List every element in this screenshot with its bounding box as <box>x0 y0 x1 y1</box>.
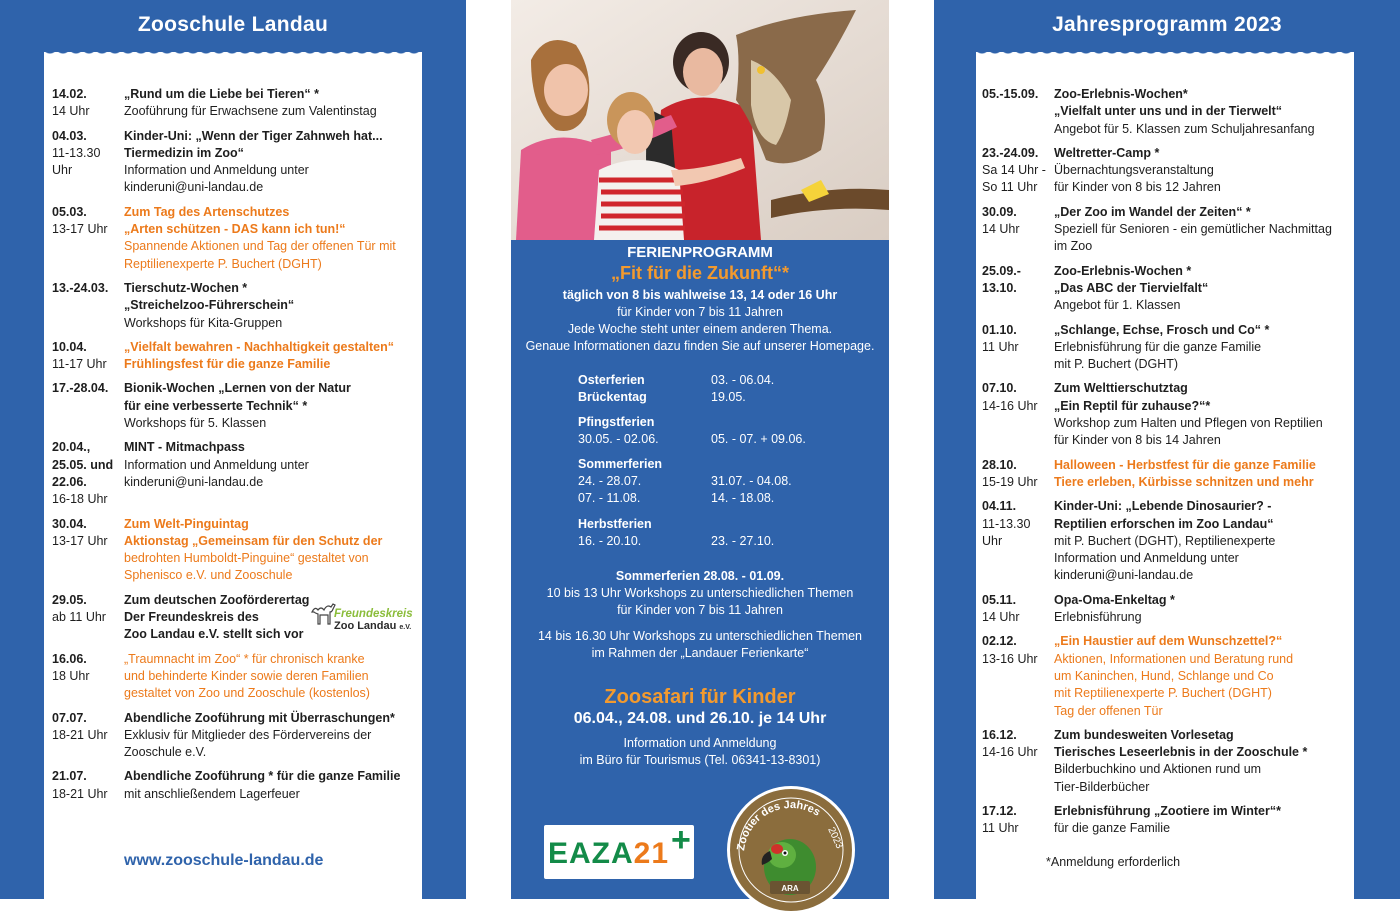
event-description <box>1054 145 1346 197</box>
event-text-line: „Ein Reptil für zuhause?“* <box>1054 398 1211 413</box>
event-text-line: Speziell für Senioren - ein gemütlicher Nachmittag <box>1054 222 1332 237</box>
zootier-des-jahres-badge <box>727 786 855 914</box>
event-date <box>52 710 124 762</box>
event-text-line: Zooführung für Erwachsene zum Valentinstag <box>124 104 377 119</box>
event-date-line: 01.10. <box>982 322 1017 337</box>
event-date-line: 13.10. <box>982 280 1017 295</box>
left-event-list <box>52 86 412 810</box>
eaza21-logo <box>544 821 694 879</box>
event-description <box>124 128 412 197</box>
event-text-line: „Arten schützen - DAS kann ich tun!“ <box>124 222 346 237</box>
event-entry <box>982 803 1346 838</box>
event-time: 14-16 Uhr <box>982 745 1038 760</box>
event-text-line: gestaltet von Zoo und Zooschule (kostenlos) <box>124 686 370 701</box>
event-text-line: Tier-Bilderbücher <box>1054 779 1150 794</box>
schedule-dates: 30.05. - 02.06. <box>578 432 659 446</box>
event-time: 13-17 Uhr <box>52 222 108 237</box>
camel-icon <box>310 600 336 632</box>
event-text-line: Zoo-Erlebnis-Wochen * <box>1054 263 1192 278</box>
event-entry <box>982 204 1346 256</box>
event-text-line: Angebot für 1. Klassen <box>1054 298 1181 313</box>
event-text-line: Zum Welttierschutztag <box>1054 381 1188 396</box>
event-text-line: Erlebnisführung <box>1054 610 1142 625</box>
summer-workshops-heading: Sommerferien 28.08. - 01.09. <box>615 569 785 583</box>
event-time: So 11 Uhr <box>982 180 1038 195</box>
event-date-line: 07.07. <box>52 710 87 725</box>
ferienprogramm-motto: „Fit für die Zukunft“* <box>611 263 789 283</box>
schedule-dates: 16. - 20.10. <box>578 534 642 548</box>
event-date-line: 17.-28.04. <box>52 381 109 396</box>
event-time: 13-17 Uhr <box>52 533 108 548</box>
event-entry <box>52 651 412 703</box>
event-text-line: mit Reptilienexperte P. Buchert (DGHT) <box>1054 686 1272 701</box>
schedule-row <box>578 389 878 406</box>
event-date <box>52 204 124 273</box>
event-date <box>982 380 1054 449</box>
summer-workshops-2 <box>511 628 889 662</box>
zoosafari-info-line: Information und Anmeldung <box>623 736 777 750</box>
event-text-line: Bilderbuchkino und Aktionen rund um <box>1054 762 1262 777</box>
event-text-line: Zoo Landau e.V. stellt sich vor <box>124 627 304 642</box>
event-text-line: „Rund um die Liebe bei Tieren“ * <box>124 87 319 101</box>
event-description <box>1054 204 1346 256</box>
event-description <box>124 651 412 703</box>
event-text-line: Abendliche Zooführung mit Überraschungen* <box>124 710 395 725</box>
event-text-line: Zum bundesweiten Vorlesetag <box>1054 727 1234 742</box>
event-description <box>124 86 412 121</box>
event-entry <box>52 86 412 121</box>
event-date <box>52 339 124 374</box>
event-date-line: 16.06. <box>52 651 87 666</box>
event-text-line: Halloween - Herbstfest für die ganze Familie <box>1054 457 1316 472</box>
event-entry <box>982 498 1346 584</box>
event-entry <box>52 516 412 585</box>
zoosafari-info-line: im Büro für Tourismus (Tel. 06341-13-8301) <box>579 753 821 767</box>
event-date <box>982 633 1054 719</box>
event-date <box>52 86 124 121</box>
event-description <box>1054 322 1346 374</box>
schedule-heading: Herbstferien <box>578 517 652 531</box>
event-description <box>1054 498 1346 584</box>
zoosafari-dates: 06.04., 24.08. und 26.10. je 14 Uhr <box>573 710 827 727</box>
event-text-line: „Traumnacht im Zoo“ * für chronisch kranke <box>124 651 365 666</box>
footnote: *Anmeldung erforderlich <box>1046 855 1181 869</box>
event-entry <box>52 439 412 508</box>
schedule-dates: 05. - 07. + 09.06. <box>711 432 806 446</box>
right-torn-edge <box>976 46 1354 60</box>
event-text-line: Opa-Oma-Enkeltag * <box>1054 592 1175 607</box>
event-date <box>982 86 1054 138</box>
event-text-line: im Zoo <box>1054 239 1093 254</box>
schedule-dates: 03. - 06.04. <box>711 373 775 387</box>
event-text-line: Tag der offenen Tür <box>1054 703 1163 718</box>
event-entry <box>52 339 412 374</box>
event-text-line: Reptilienexperte P. Buchert (DGHT) <box>124 256 322 271</box>
event-date-line: 04.11. <box>982 499 1017 514</box>
ferienprogramm-title: FERIENPROGRAMM <box>627 244 773 261</box>
event-text-line: Erlebnisführung für die ganze Familie <box>1054 339 1262 354</box>
event-entry <box>982 322 1346 374</box>
event-date-line: 30.09. <box>982 204 1017 219</box>
event-text-line: und behinderte Kinder sowie deren Familien <box>124 668 369 683</box>
event-date <box>982 803 1054 838</box>
schedule-label: Brückentag <box>578 390 647 404</box>
eaza-text: EAZA <box>548 837 634 870</box>
event-text-line: „Vielfalt unter uns und in der Tierwelt“ <box>1054 104 1283 119</box>
event-text-line: Spannende Aktionen und Tag der offenen Tür mit <box>124 239 396 254</box>
event-text-line: Information und Anmeldung unter <box>124 163 309 178</box>
event-time: 16-18 Uhr <box>52 492 108 507</box>
left-panel-title: Zooschule Landau <box>137 13 329 36</box>
event-entry <box>52 380 412 432</box>
event-entry <box>52 710 412 762</box>
summer-workshops <box>511 568 889 619</box>
event-time: 11-17 Uhr <box>52 357 107 372</box>
event-time: 13-16 Uhr <box>982 651 1038 666</box>
event-text-line: Der Freundeskreis des <box>124 610 259 625</box>
event-date-line: 16.12. <box>982 727 1017 742</box>
event-entry <box>52 768 412 803</box>
event-text-line: Zum deutschen Zooförderertag <box>124 592 310 607</box>
eaza21-logo-text <box>548 837 669 871</box>
schedule-row <box>578 431 878 448</box>
event-time: 14-16 Uhr <box>982 398 1038 413</box>
event-text-line: Workshops für Kita-Gruppen <box>124 315 283 330</box>
event-date <box>982 498 1054 584</box>
summer-workshops-line: für Kinder von 7 bis 11 Jahren <box>617 603 783 617</box>
eaza-number: 21 <box>633 837 670 870</box>
event-text-line: Weltretter-Camp * <box>1054 145 1160 160</box>
event-time: 11-13.30 Uhr <box>52 145 101 178</box>
event-text-line: Kinder-Uni: „Lebende Dinosaurier? - <box>1054 499 1272 514</box>
event-text-line: Information und Anmeldung unter <box>124 457 309 472</box>
event-date-line: 05.03. <box>52 204 87 219</box>
event-description <box>1054 380 1346 449</box>
event-date <box>52 280 124 332</box>
schedule-dates: 07. - 11.08. <box>578 491 641 505</box>
event-time: Sa 14 Uhr - <box>982 163 1046 178</box>
event-date-line: 13.-24.03. <box>52 280 109 295</box>
event-date <box>52 651 124 703</box>
ferien-desc-line: Jede Woche steht unter einem anderen Thema. <box>567 322 833 336</box>
schedule-row <box>578 490 878 507</box>
event-entry <box>982 86 1346 138</box>
event-entry <box>982 633 1346 719</box>
schedule-autumn <box>578 516 878 550</box>
event-time: 14 Uhr <box>982 610 1020 625</box>
event-text-line: Zoo-Erlebnis-Wochen* <box>1054 87 1188 101</box>
zoosafari-info <box>511 735 889 769</box>
event-text-line: für die ganze Familie <box>1054 821 1171 836</box>
event-date-line: 14.02. <box>52 87 87 101</box>
event-date-line: 30.04. <box>52 516 87 531</box>
event-text-line: mit P. Buchert (DGHT), Reptilienexperte <box>1054 533 1276 548</box>
schedule-dates: 14. - 18.08. <box>711 491 775 505</box>
event-entry <box>982 457 1346 492</box>
event-entry <box>982 727 1346 796</box>
event-time: ab 11 Uhr <box>52 610 106 625</box>
event-time: 11 Uhr <box>982 821 1019 836</box>
schedule-dates: 19.05. <box>711 390 746 404</box>
event-description <box>124 768 412 803</box>
left-torn-edge <box>44 46 422 60</box>
event-text-line: Tierschutz-Wochen * <box>124 280 248 295</box>
event-date <box>982 457 1054 492</box>
schedule-dates: 31.07. - 04.08. <box>711 474 792 488</box>
schedule-heading: Sommerferien <box>578 457 663 471</box>
right-panel-title: Jahresprogramm 2023 <box>1052 13 1282 36</box>
schedule-row <box>578 533 878 550</box>
event-description <box>124 710 412 762</box>
event-text-line: Sphenisco e.V. und Zooschule <box>124 568 293 583</box>
ferien-desc-line: für Kinder von 7 bis 11 Jahren <box>617 305 783 319</box>
event-date <box>982 592 1054 627</box>
event-text-line: um Kaninchen, Hund, Schlange und Co <box>1054 668 1274 683</box>
ferien-hours: täglich von 8 bis wahlweise 13, 14 oder 16 Uhr <box>562 288 838 302</box>
event-entry <box>982 380 1346 449</box>
event-date-line: 25.09.- <box>982 263 1021 278</box>
freundeskreis-logo-line1: Freundeskreis <box>334 608 413 620</box>
event-text-line: Information und Anmeldung unter <box>1054 551 1239 566</box>
event-date-line: 02.12. <box>982 634 1017 649</box>
website-link[interactable]: www.zooschule-landau.de <box>124 852 324 869</box>
badge-year: 2023 <box>825 825 845 851</box>
event-date <box>52 768 124 803</box>
schedule-pentecost <box>578 414 878 448</box>
event-text-line: mit anschließendem Lagerfeuer <box>124 786 300 801</box>
event-text-line: Tierisches Leseerlebnis in der Zooschule * <box>1054 745 1308 760</box>
ferien-desc-line: Genaue Informationen dazu finden Sie auf unserer Homepage. <box>525 339 875 353</box>
event-text-line: Tiermedizin im Zoo“ <box>124 145 244 160</box>
plus-icon: + <box>671 821 691 859</box>
event-text-line: MINT - Mitmachpass <box>124 440 245 455</box>
event-description <box>1054 592 1346 627</box>
schedule-label: Osterferien <box>578 373 645 387</box>
event-entry <box>982 592 1346 627</box>
event-text-line: Bionik-Wochen „Lernen von der Natur <box>124 381 351 396</box>
event-text-line: Frühlingsfest für die ganze Familie <box>124 357 331 372</box>
event-entry <box>982 263 1346 315</box>
freundeskreis-logo-suffix: e.V. <box>399 624 412 631</box>
event-description <box>124 380 412 432</box>
event-date-line: 05.11. <box>982 592 1017 607</box>
event-description <box>124 439 412 508</box>
event-date-line: 29.05. <box>52 592 87 607</box>
event-description <box>1054 727 1346 796</box>
event-date <box>52 439 124 508</box>
event-entry <box>52 128 412 197</box>
event-date-line: 20.04., <box>52 440 91 455</box>
event-date <box>982 145 1054 197</box>
event-text-line: „Streichelzoo-Führerschein“ <box>124 298 295 313</box>
event-entry <box>52 204 412 273</box>
event-text-line: für Kinder von 8 bis 12 Jahren <box>1054 180 1221 195</box>
event-date <box>982 263 1054 315</box>
event-text-line: „Der Zoo im Wandel der Zeiten“ * <box>1054 204 1251 219</box>
event-date <box>52 592 124 644</box>
event-text-line: „Schlange, Echse, Frosch und Co“ * <box>1054 322 1270 337</box>
badge-label: ARA <box>781 884 799 893</box>
event-text-line: Zooschule e.V. <box>124 745 207 760</box>
event-description <box>1054 633 1346 719</box>
event-text-line: Aktionen, Informationen und Beratung rund <box>1054 651 1294 666</box>
event-entry <box>52 280 412 332</box>
event-date-line: 22.06. <box>52 474 87 489</box>
event-text-line: Aktionstag „Gemeinsam für den Schutz der <box>124 533 383 548</box>
event-date-line: 17.12. <box>982 803 1017 818</box>
event-date-line: 10.04. <box>52 339 87 354</box>
event-text-line: Exklusiv für Mitglieder des Fördervereins der <box>124 727 372 742</box>
event-description <box>1054 803 1346 838</box>
ferienprogramm-description <box>511 287 889 355</box>
event-text-line: Zum Tag des Artenschutzes <box>124 204 290 219</box>
event-description <box>124 280 412 332</box>
event-text-line: Angebot für 5. Klassen zum Schuljahresanfang <box>1054 121 1315 136</box>
event-text-line: Reptilien erforschen im Zoo Landau“ <box>1054 516 1274 531</box>
event-date-line: 23.-24.09. <box>982 145 1039 160</box>
schedule-dates: 23. - 27.10. <box>711 534 775 548</box>
schedule-summer <box>578 456 878 507</box>
schedule-row <box>578 372 878 389</box>
event-text-line: „Ein Haustier auf dem Wunschzettel?“ <box>1054 634 1283 649</box>
event-text-line: mit P. Buchert (DGHT) <box>1054 357 1179 372</box>
event-text-line: Tiere erleben, Kürbisse schnitzen und mehr <box>1054 474 1314 489</box>
event-time: 18-21 Uhr <box>52 727 108 742</box>
event-date <box>52 516 124 585</box>
event-text-line: Abendliche Zooführung * für die ganze Familie <box>124 769 401 784</box>
freundeskreis-logo-line2 <box>334 620 411 632</box>
event-text-line: bedrohten Humboldt-Pinguine“ gestaltet von <box>124 551 369 566</box>
event-time: 18-21 Uhr <box>52 786 108 801</box>
event-text-line: für eine verbesserte Technik“ * <box>124 398 308 413</box>
summer-workshops-line: 10 bis 13 Uhr Workshops zu unterschiedlichen Themen <box>546 586 854 600</box>
event-text-line: für Kinder von 8 bis 14 Jahren <box>1054 433 1221 448</box>
freundeskreis-logo <box>310 598 414 634</box>
freundeskreis-logo-name: Zoo Landau <box>334 620 397 632</box>
event-text-line: „Vielfalt bewahren - Nachhaltigkeit gestalten“ <box>124 339 394 354</box>
event-date <box>982 204 1054 256</box>
event-date <box>982 727 1054 796</box>
event-time: 15-19 Uhr <box>982 474 1038 489</box>
event-time: 18 Uhr <box>52 668 90 683</box>
event-date-line: 28.10. <box>982 457 1017 472</box>
event-text-line: Workshop zum Halten und Pflegen von Reptilien <box>1054 416 1323 431</box>
event-date-line: 25.05. und <box>52 457 114 472</box>
event-text-line: Übernachtungsveranstaltung <box>1054 163 1214 178</box>
schedule-dates: 24. - 28.07. <box>578 474 642 488</box>
event-description <box>124 339 412 374</box>
schedule-row <box>578 473 878 490</box>
event-text-line: kinderuni@uni-landau.de <box>1054 568 1194 583</box>
event-text-line: „Das ABC der Tiervielfalt“ <box>1054 280 1209 295</box>
event-description <box>124 516 412 585</box>
event-text-line: Kinder-Uni: „Wenn der Tiger Zahnweh hat... <box>124 128 383 143</box>
event-date-line: 21.07. <box>52 769 87 784</box>
event-description <box>1054 457 1346 492</box>
summer-workshops-line: 14 bis 16.30 Uhr Workshops zu unterschiedlichen Themen <box>537 629 863 643</box>
event-text-line: Erlebnisführung „Zootiere im Winter“* <box>1054 803 1281 818</box>
event-text-line: kinderuni@uni-landau.de <box>124 474 264 489</box>
event-description <box>124 204 412 273</box>
event-date-line: 04.03. <box>52 128 87 143</box>
event-time: 11 Uhr <box>982 339 1019 354</box>
event-date <box>52 380 124 432</box>
right-event-list <box>982 86 1346 845</box>
event-time: 14 Uhr <box>982 222 1020 237</box>
event-entry <box>982 145 1346 197</box>
event-description <box>1054 86 1346 138</box>
schedule-easter <box>578 372 878 406</box>
event-text-line: Workshops für 5. Klassen <box>124 416 267 431</box>
zoosafari-title: Zoosafari für Kinder <box>604 686 796 708</box>
event-description <box>1054 263 1346 315</box>
schedule-heading: Pfingstferien <box>578 415 655 429</box>
event-date <box>52 128 124 197</box>
badge-arc-text: Zootier des Jahres <box>735 798 823 852</box>
event-text-line: Zum Welt-Pinguintag <box>124 516 249 531</box>
photo-children-with-hawk <box>511 0 889 240</box>
event-time: 11-13.30 Uhr <box>982 516 1031 548</box>
event-time: 14 Uhr <box>52 104 90 119</box>
event-date-line: 05.-15.09. <box>982 87 1039 101</box>
summer-workshops-line: im Rahmen der „Landauer Ferienkarte“ <box>591 646 809 660</box>
event-text-line: kinderuni@uni-landau.de <box>124 180 264 195</box>
event-date-line: 07.10. <box>982 381 1017 396</box>
event-date <box>982 322 1054 374</box>
